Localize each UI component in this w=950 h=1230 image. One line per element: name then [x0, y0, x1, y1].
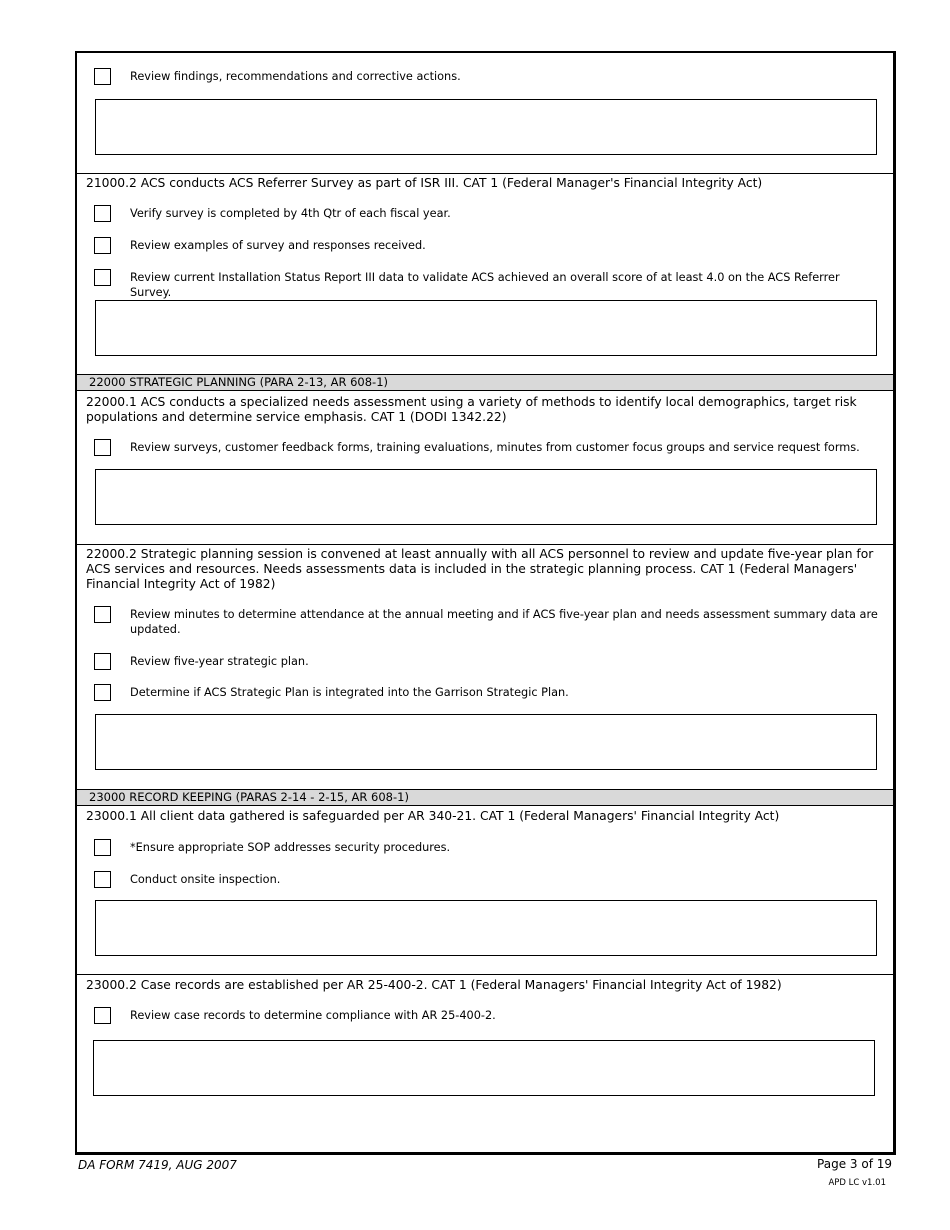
item-text: Review surveys, customer feedback forms, training evaluations, minutes from customer focus groups and service request forms.: [130, 441, 860, 454]
requirement-23000-2: 23000.2 Case records are established per AR 25-400-2. CAT 1 (Federal Managers' Financial Integrity Act of 1982): [86, 978, 782, 992]
checkbox[interactable]: [94, 871, 111, 888]
divider: [77, 544, 893, 545]
item-text: Verify survey is completed by 4th Qtr of each fiscal year.: [130, 207, 451, 220]
checkbox[interactable]: [94, 1007, 111, 1024]
checkbox[interactable]: [94, 68, 111, 85]
checklist-item: [94, 205, 883, 225]
version-label: APD LC v1.01: [828, 1178, 886, 1188]
section-header-23000: 23000 RECORD KEEPING (PARAS 2-14 - 2-15, AR 608-1): [77, 789, 893, 806]
item-text: Review minutes to determine attendance at the annual meeting and if ACS five-year plan and needs assessment summary data are updated.: [130, 608, 878, 636]
requirement-22000-2: 22000.2 Strategic planning session is convened at least annually with all ACS personnel to review and update five-year plan for ACS services and resources. Needs assessments data is included in the strategic planning process. CAT 1 (Federal Managers' Financial Integrity Act of 1982): [86, 547, 874, 591]
item-text: Review findings, recommendations and corrective actions.: [130, 70, 461, 83]
checkbox[interactable]: [94, 269, 111, 286]
item-text: Determine if ACS Strategic Plan is integrated into the Garrison Strategic Plan.: [130, 686, 569, 699]
item-text: Review examples of survey and responses received.: [130, 239, 426, 252]
remarks-box[interactable]: [95, 714, 877, 770]
section-header-22000: 22000 STRATEGIC PLANNING (PARA 2-13, AR 608-1): [77, 374, 893, 391]
remarks-box[interactable]: [95, 900, 877, 956]
checkbox[interactable]: [94, 606, 111, 623]
checklist-item: [94, 871, 883, 891]
item-text: Review case records to determine compliance with AR 25-400-2.: [130, 1009, 496, 1022]
checklist-item: [94, 606, 883, 636]
checkbox[interactable]: [94, 205, 111, 222]
item-text: Review current Installation Status Report III data to validate ACS achieved an overall score of at least 4.0 on the ACS Referrer Survey.: [130, 271, 840, 299]
checklist-item: [94, 653, 883, 673]
requirement-22000-1: 22000.1 ACS conducts a specialized needs assessment using a variety of methods to identify local demographics, target risk populations and determine service emphasis. CAT 1 (DODI 1342.22): [86, 395, 857, 424]
checklist-item: [94, 237, 883, 257]
checklist-item: [94, 439, 883, 459]
checkbox[interactable]: [94, 684, 111, 701]
item-text: *Ensure appropriate SOP addresses security procedures.: [130, 841, 451, 854]
checkbox[interactable]: [94, 653, 111, 670]
divider: [77, 173, 893, 174]
checklist-frame: [75, 51, 896, 1155]
remarks-box[interactable]: [95, 300, 877, 356]
remarks-box[interactable]: [95, 99, 877, 155]
remarks-box[interactable]: [93, 1040, 875, 1096]
form-identifier: DA FORM 7419, AUG 2007: [78, 1158, 237, 1172]
checklist-item: [94, 269, 883, 299]
requirement-21000-2: 21000.2 ACS conducts ACS Referrer Survey as part of ISR III. CAT 1 (Federal Manager's Financial Integrity Act): [86, 176, 763, 190]
checklist-item: [94, 839, 883, 859]
requirement-23000-1: 23000.1 All client data gathered is safeguarded per AR 340-21. CAT 1 (Federal Managers' Financial Integrity Act): [86, 809, 780, 823]
checklist-item: [94, 684, 883, 704]
checklist-item: [94, 1007, 883, 1027]
item-text: Conduct onsite inspection.: [130, 873, 281, 886]
divider: [77, 974, 893, 975]
checkbox[interactable]: [94, 237, 111, 254]
page-number: Page 3 of 19: [817, 1157, 892, 1171]
remarks-box[interactable]: [95, 469, 877, 525]
checkbox[interactable]: [94, 439, 111, 456]
checklist-item: [94, 68, 883, 88]
item-text: Review five-year strategic plan.: [130, 655, 309, 668]
checkbox[interactable]: [94, 839, 111, 856]
